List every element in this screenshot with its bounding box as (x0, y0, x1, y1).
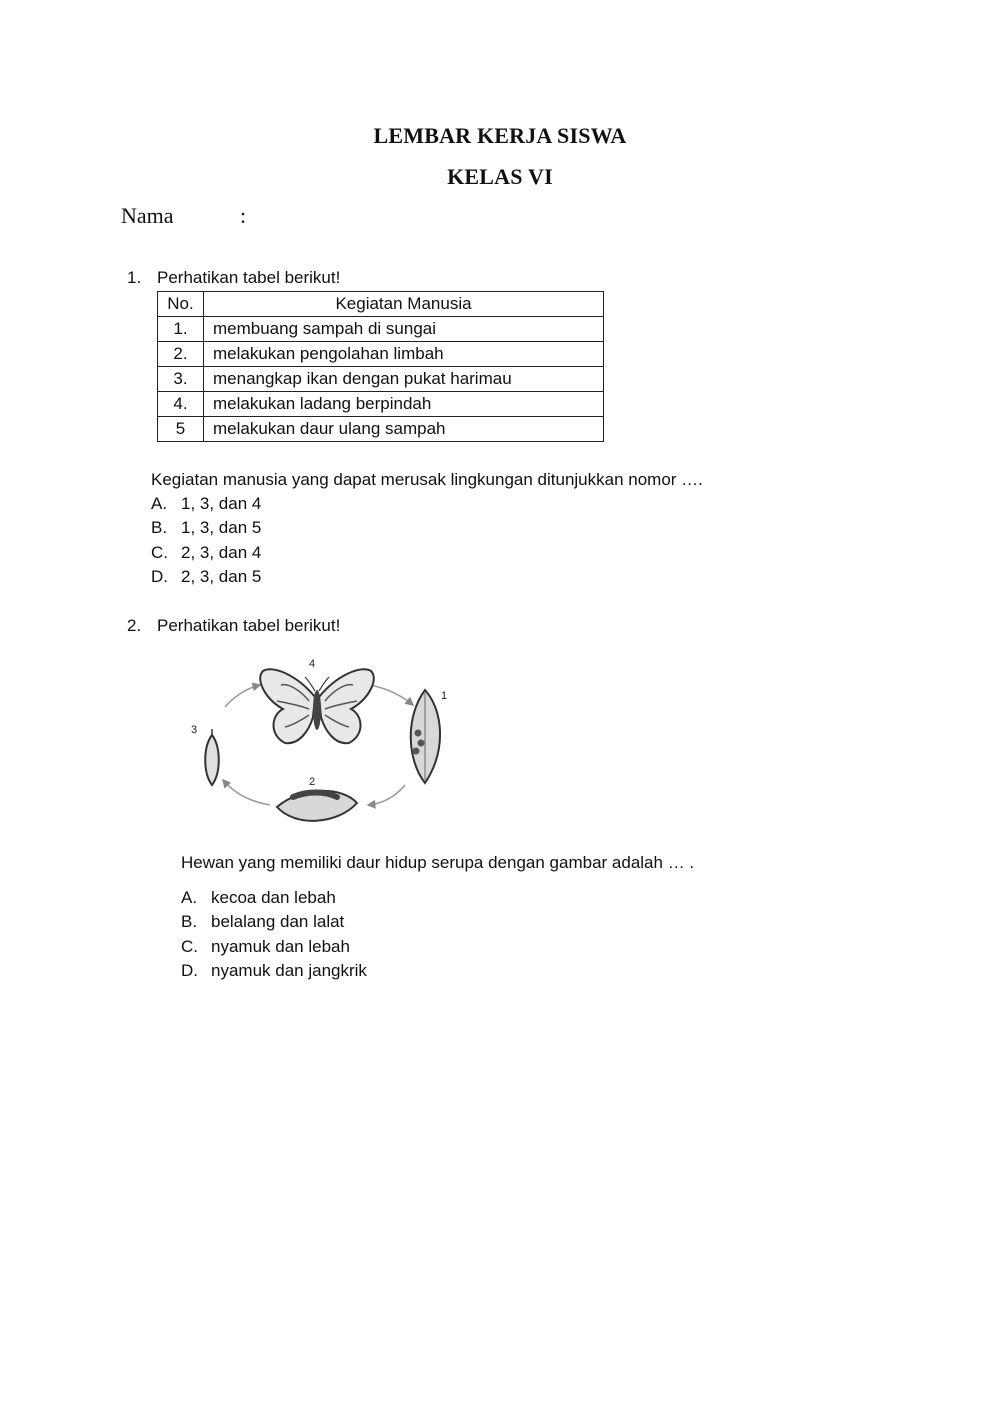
option-letter: D. (181, 961, 198, 980)
caterpillar-on-leaf-icon (277, 791, 357, 821)
stage-label-4: 4 (309, 658, 316, 670)
option-letter: B. (181, 912, 198, 931)
option-text: kecoa dan lebah (211, 888, 336, 907)
option-letter: B. (151, 518, 168, 537)
table-cell-activity: melakukan pengolahan limbah (204, 342, 604, 367)
pupa-icon (205, 729, 219, 785)
option-text: nyamuk dan jangkrik (211, 961, 367, 980)
q2-option-b[interactable] (181, 912, 344, 932)
q2-question: Hewan yang memiliki daur hidup serupa dengan gambar adalah … . (181, 853, 695, 872)
table-header-row (158, 292, 604, 317)
cycle-arrow (368, 785, 405, 805)
option-text: 2, 3, dan 4 (181, 543, 262, 562)
butterfly-icon (260, 669, 374, 743)
leaf-with-eggs-icon (411, 690, 440, 783)
table-row (158, 317, 604, 342)
q1-prompt: Perhatikan tabel berikut! (157, 268, 341, 287)
cycle-arrow (225, 685, 260, 707)
table-cell-activity: melakukan ladang berpindah (204, 392, 604, 417)
table-cell-activity: menangkap ikan dengan pukat harimau (204, 367, 604, 392)
q1-option-d[interactable] (151, 567, 261, 587)
option-letter: D. (151, 567, 168, 586)
q2-option-c[interactable] (181, 937, 350, 957)
cycle-arrow (370, 685, 413, 705)
cycle-arrow (223, 780, 270, 805)
stage-label-2: 2 (309, 776, 316, 788)
option-letter: C. (181, 937, 198, 956)
q2-option-d[interactable] (181, 961, 367, 981)
option-text: 1, 3, dan 4 (181, 494, 262, 513)
option-text: nyamuk dan lebah (211, 937, 350, 956)
table-header-activity: Kegiatan Manusia (204, 292, 604, 317)
table-cell-no: 4. (158, 392, 204, 417)
table-cell-no: 1. (158, 317, 204, 342)
butterfly-life-cycle-icon (185, 655, 465, 835)
page-subtitle: KELAS VI (447, 164, 553, 189)
option-text: 1, 3, dan 5 (181, 518, 262, 537)
table-cell-activity: melakukan daur ulang sampah (204, 417, 604, 442)
name-label: Nama (121, 203, 174, 228)
table-row (158, 392, 604, 417)
table-cell-no: 3. (158, 367, 204, 392)
q1-question: Kegiatan manusia yang dapat merusak lingkungan ditunjukkan nomor …. (151, 470, 703, 489)
page-title: LEMBAR KERJA SISWA (373, 123, 627, 148)
table-cell-activity: membuang sampah di sungai (204, 317, 604, 342)
stage-label-3: 3 (191, 724, 198, 736)
option-text: belalang dan lalat (211, 912, 345, 931)
q2-option-a[interactable] (181, 888, 336, 908)
name-colon: : (240, 203, 247, 228)
table-cell-no: 2. (158, 342, 204, 367)
q1-number: 1. (127, 268, 142, 287)
activity-table (157, 291, 604, 442)
option-letter: A. (181, 888, 198, 907)
option-text: 2, 3, dan 5 (181, 567, 262, 586)
q1-option-b[interactable] (151, 518, 261, 538)
stage-label-1: 1 (441, 690, 448, 702)
table-header-no: No. (158, 292, 204, 317)
option-letter: C. (151, 543, 168, 562)
table-row (158, 417, 604, 442)
q1-option-a[interactable] (151, 494, 261, 514)
table-cell-no: 5 (158, 417, 204, 442)
table-row (158, 367, 604, 392)
option-letter: A. (151, 494, 168, 513)
q2-number: 2. (127, 616, 142, 635)
table-row (158, 342, 604, 367)
q1-option-c[interactable] (151, 543, 261, 563)
q2-prompt: Perhatikan tabel berikut! (157, 616, 341, 635)
